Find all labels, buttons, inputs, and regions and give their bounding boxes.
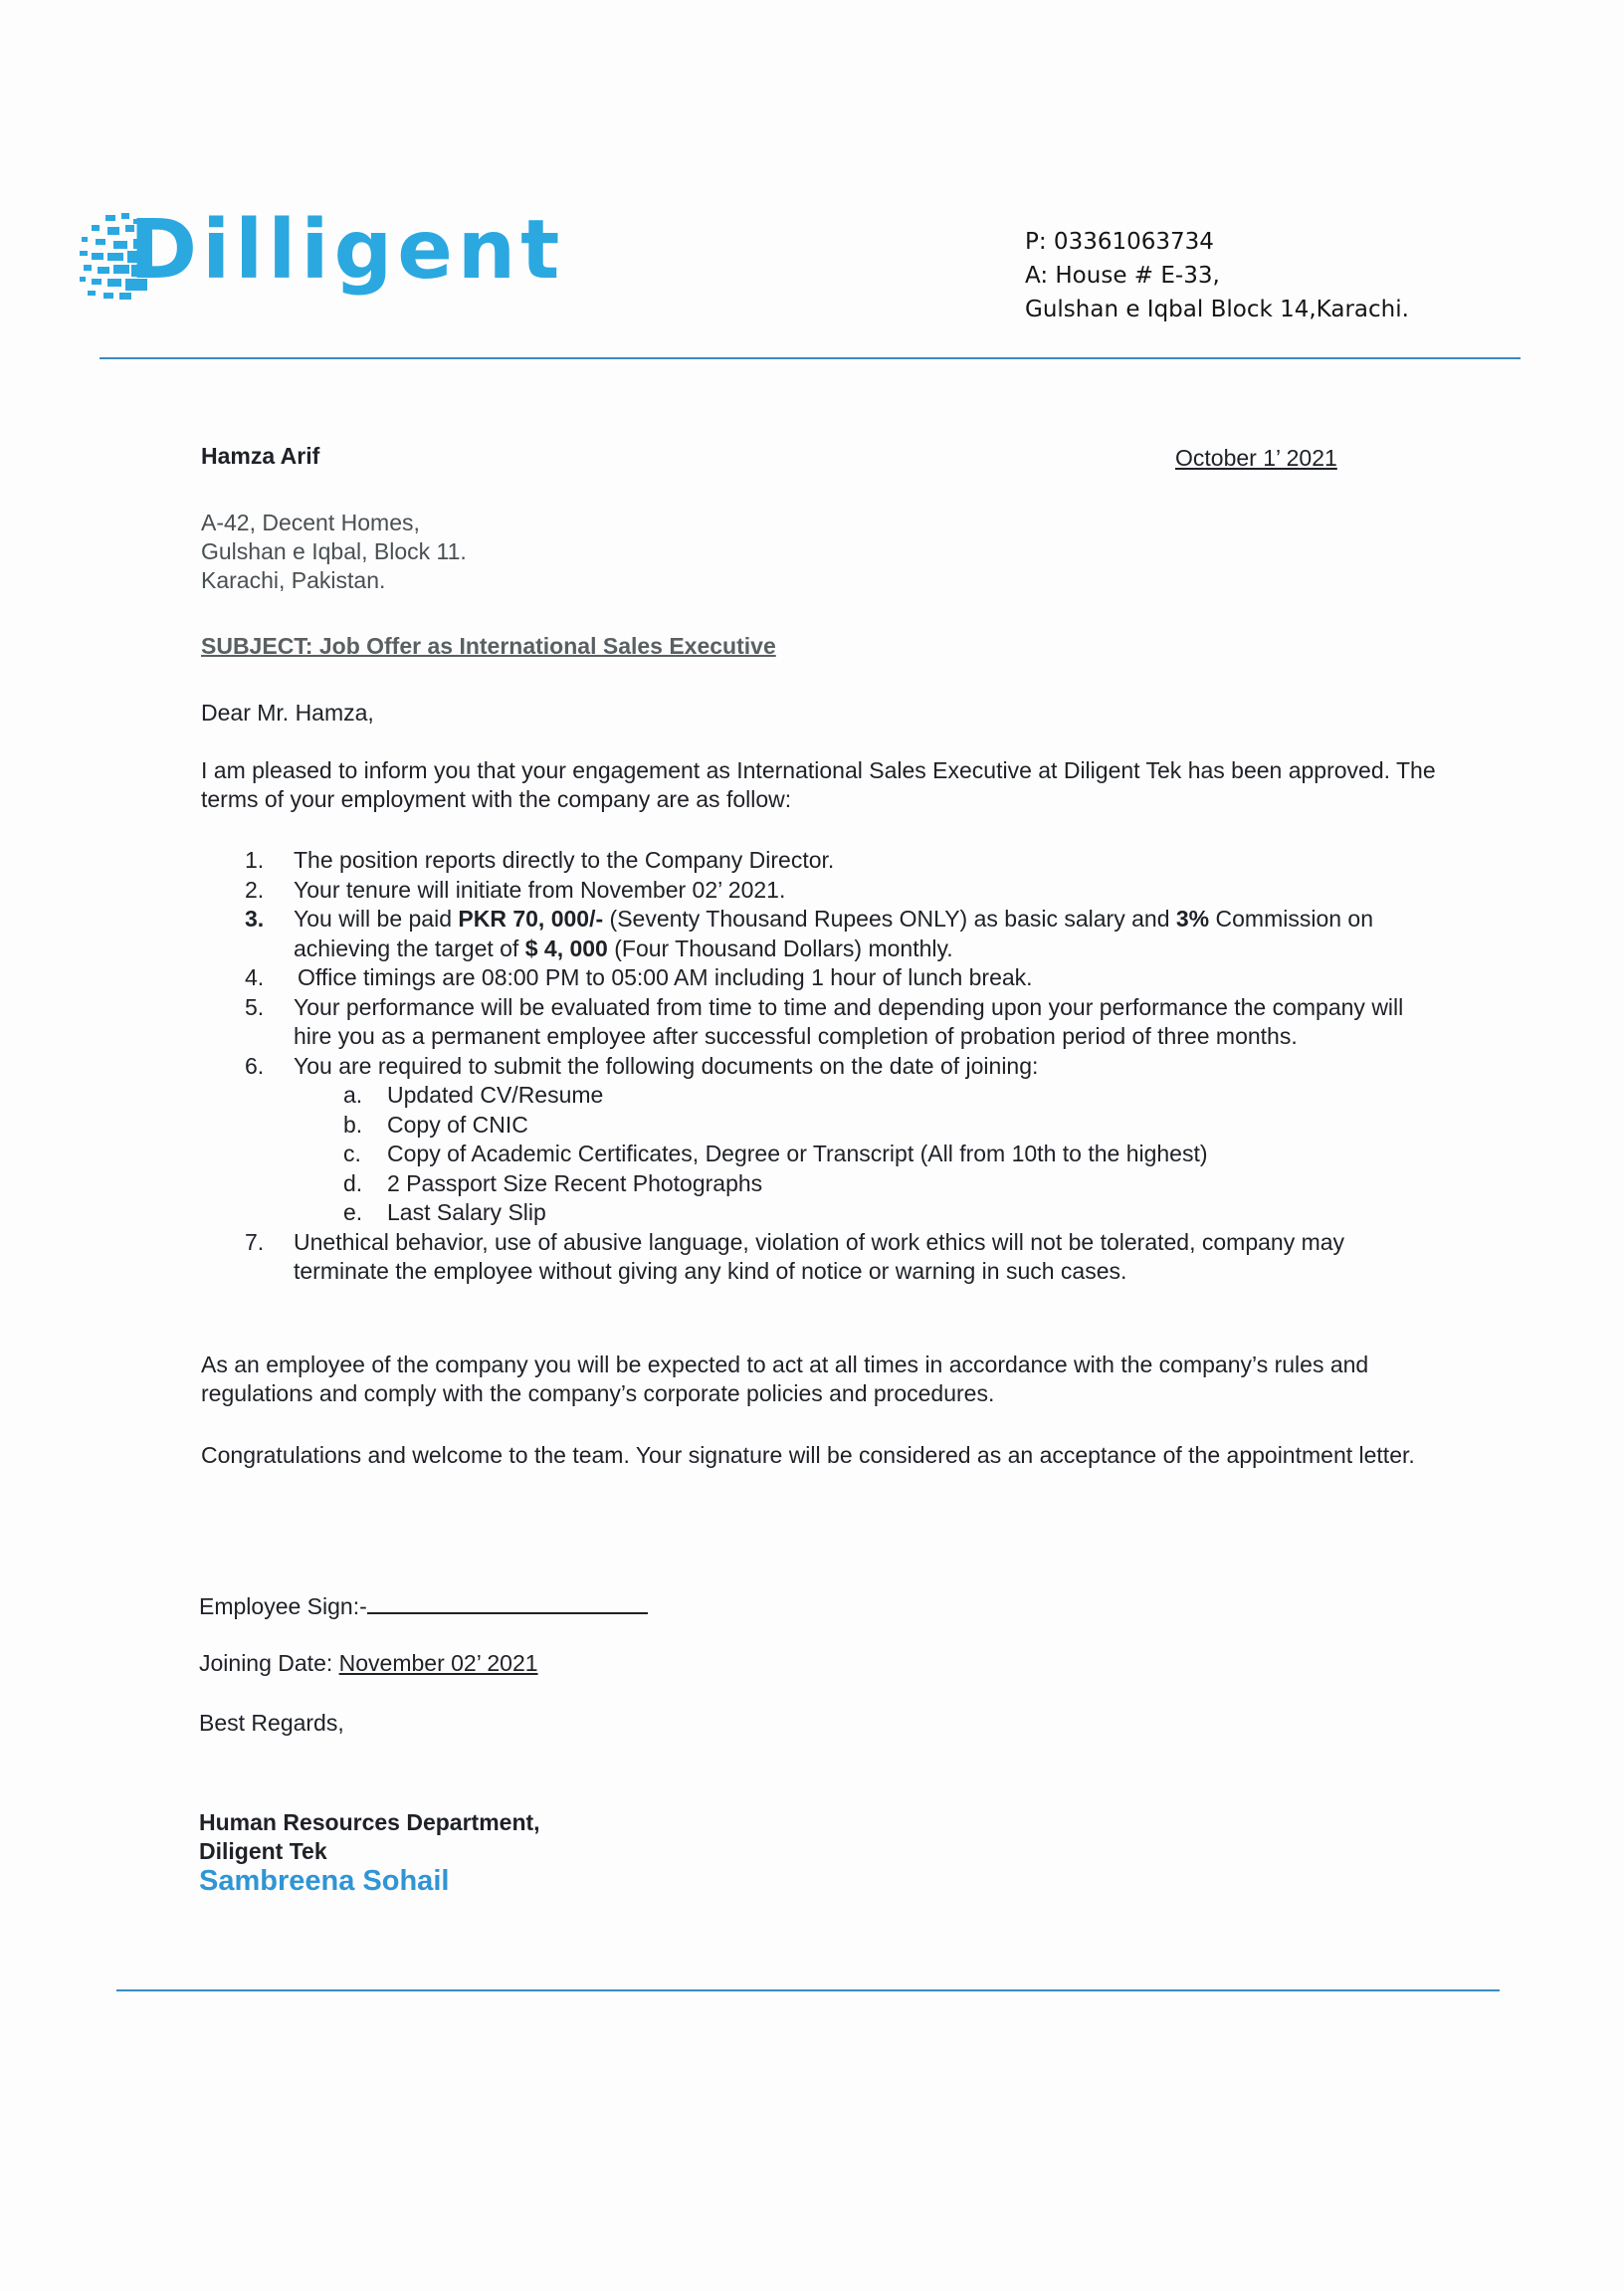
salary-amount: PKR 70, 000/- xyxy=(458,906,604,932)
term-item xyxy=(201,993,1425,1052)
term-item xyxy=(201,846,1425,876)
document-item xyxy=(294,1111,1425,1141)
sender-department: Human Resources Department, xyxy=(199,1809,540,1835)
footer-divider xyxy=(116,1989,1500,1991)
document-text: Copy of CNIC xyxy=(387,1111,528,1138)
term-text: Office timings are 08:00 PM to 05:00 AM including 1 hour of lunch break. xyxy=(298,964,1033,990)
term-text: The position reports directly to the Company Director. xyxy=(294,847,835,873)
term-text-part: You will be paid xyxy=(294,906,459,932)
document-letter: c. xyxy=(343,1141,361,1166)
commission-rate: 3% xyxy=(1175,906,1210,932)
documents-list xyxy=(294,1081,1425,1228)
joining-date-row xyxy=(199,1649,538,1678)
term-item-documents xyxy=(201,1052,1425,1228)
joining-date-label: Joining Date: xyxy=(199,1650,339,1676)
recipient-address xyxy=(201,509,467,595)
term-number: 6. xyxy=(245,1052,265,1079)
term-text xyxy=(294,906,1373,961)
letter-date: October 1’ 2021 xyxy=(1175,445,1337,471)
intro-paragraph: I am pleased to inform you that your engagement as International Sales Executive at Diligent Tek has been approved. The terms of your employment with the company are as follow: xyxy=(201,757,1436,812)
recipient-address-line: Gulshan e Iqbal, Block 11. xyxy=(201,538,467,564)
header-divider xyxy=(100,357,1521,359)
term-text-part: Commission on achieving the target of xyxy=(294,906,1374,961)
term-text: Your performance will be evaluated from time to time and depending upon your performance the company will hire you as a permanent employee after successful completion of probation period of three months. xyxy=(294,993,1404,1049)
document-letter: e. xyxy=(343,1199,363,1225)
term-number: 2. xyxy=(245,876,265,903)
term-text: Your tenure will initiate from November 02’ 2021. xyxy=(294,876,786,903)
welcome-paragraph: Congratulations and welcome to the team. Your signature will be considered as an acceptance of the appointment letter. xyxy=(201,1442,1415,1468)
document-item xyxy=(294,1198,1425,1228)
document-text: Copy of Academic Certificates, Degree or Transcript (All from 10th to the highest) xyxy=(387,1141,1208,1166)
term-text-part: (Four Thousand Dollars) monthly. xyxy=(607,935,953,961)
company-address-line1: A: House # E-33, xyxy=(1025,263,1220,289)
sender-company: Diligent Tek xyxy=(199,1838,327,1864)
recipient-address-line: A-42, Decent Homes, xyxy=(201,510,420,535)
sender-block xyxy=(199,1808,540,1866)
employee-signature-field[interactable] xyxy=(367,1590,648,1614)
document-letter: d. xyxy=(343,1169,363,1196)
document-letter: b. xyxy=(343,1111,363,1138)
term-number: 4. xyxy=(245,964,265,990)
term-item xyxy=(201,963,1425,993)
term-text: Unethical behavior, use of abusive language, violation of work ethics will not be tolerated, company may terminate the employee without giving any kind of notice or warning in such cases. xyxy=(294,1228,1345,1284)
term-item xyxy=(201,1228,1425,1287)
company-contact xyxy=(1025,225,1409,326)
joining-date-value: November 02’ 2021 xyxy=(338,1650,538,1676)
document-text: 2 Passport Size Recent Photographs xyxy=(387,1169,763,1196)
document-text: Last Salary Slip xyxy=(387,1199,546,1225)
logo-wordmark: Dilligent xyxy=(129,203,565,298)
terms-list xyxy=(201,846,1425,1287)
document-text: Updated CV/Resume xyxy=(387,1082,604,1108)
recipient-name: Hamza Arif xyxy=(201,443,320,469)
document-item xyxy=(294,1081,1425,1111)
company-address-line2: Gulshan e Iqbal Block 14,Karachi. xyxy=(1025,297,1409,322)
employee-sign-row xyxy=(199,1590,648,1621)
term-text-part: (Seventy Thousand Rupees ONLY) as basic salary and xyxy=(603,906,1176,932)
term-number: 3. xyxy=(245,906,265,932)
signer-name: Sambreena Sohail xyxy=(199,1865,450,1897)
document-item xyxy=(294,1169,1425,1199)
company-phone: P: 03361063734 xyxy=(1025,229,1214,255)
conduct-paragraph: As an employee of the company you will be expected to act at all times in accordance with the company’s rules and regulations and comply with the company’s corporate policies and procedures. xyxy=(201,1352,1369,1406)
company-logo xyxy=(78,203,595,311)
greeting: Dear Mr. Hamza, xyxy=(201,700,374,726)
regards: Best Regards, xyxy=(199,1710,344,1736)
document-item xyxy=(294,1140,1425,1169)
document-letter: a. xyxy=(343,1082,363,1108)
sales-target: $ 4, 000 xyxy=(524,935,608,961)
recipient-address-line: Karachi, Pakistan. xyxy=(201,567,386,593)
term-number: 5. xyxy=(245,993,265,1020)
employee-sign-label: Employee Sign:- xyxy=(199,1593,367,1619)
term-item-salary xyxy=(201,905,1425,963)
term-number: 7. xyxy=(245,1228,265,1255)
term-item xyxy=(201,876,1425,906)
term-text: You are required to submit the following documents on the date of joining: xyxy=(294,1052,1039,1079)
term-number: 1. xyxy=(245,847,265,873)
subject-line: SUBJECT: Job Offer as International Sales Executive xyxy=(201,633,776,659)
